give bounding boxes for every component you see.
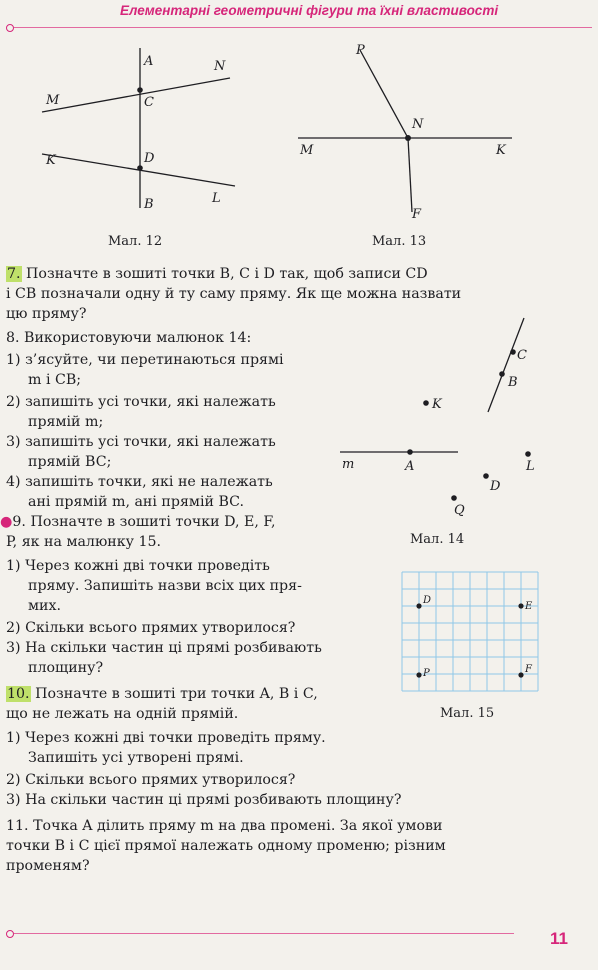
line-pn <box>360 50 408 138</box>
label-f: F <box>412 207 422 222</box>
problem-8-item-3: 3) запишіть усі точки, які належать <box>6 434 276 450</box>
problem-10-number: 10. <box>7 686 30 702</box>
line-bc <box>488 318 524 412</box>
point-c <box>137 87 143 93</box>
label-m: m <box>342 457 355 472</box>
problem-9-line-1 <box>0 512 275 532</box>
problem-10-item-3: 3) На скільки частин ці прямі розбивають площину? <box>6 792 402 808</box>
point-e <box>518 603 523 608</box>
point-f <box>518 672 523 677</box>
label-a: A <box>144 54 154 69</box>
label-c: C <box>144 95 154 110</box>
label-p: P <box>423 668 430 679</box>
label-p: P <box>356 43 365 58</box>
label-f: F <box>525 664 532 675</box>
problem-7-line-1 <box>6 264 428 284</box>
point-a <box>407 449 413 455</box>
problem-7-number: 7. <box>7 266 21 282</box>
page-number: 11 <box>550 929 568 948</box>
label-n: N <box>412 117 424 132</box>
footer-rule <box>14 933 514 934</box>
problem-8-item-1: 1) з’ясуйте, чи перетинаються прямі <box>6 352 284 368</box>
problem-9-item-1-cont2: мих. <box>28 598 62 614</box>
running-header: Елементарні геометричні фігури та їхні властивості <box>120 3 499 18</box>
caption-fig14: Мал. 14 <box>410 532 465 547</box>
problem-9-item-2: 2) Скільки всього прямих утворилося? <box>6 620 296 636</box>
problem-7-line-3: цю пряму? <box>6 306 87 322</box>
problem-9-number: 9. <box>12 514 26 530</box>
problem-10-item-1-cont: Запишіть усі утворені прямі. <box>28 750 244 766</box>
point-n <box>405 135 411 141</box>
problem-9-marker: ● <box>0 514 13 530</box>
caption-fig13: Мал. 13 <box>372 234 427 249</box>
ray-nf <box>408 138 412 212</box>
point-d <box>416 603 421 608</box>
problem-11-line-3: променям? <box>6 858 90 874</box>
problem-9-line-2: P, як на малюнку 15. <box>6 534 162 550</box>
figure-14 <box>330 312 550 522</box>
label-l: L <box>212 191 221 206</box>
problem-9-text: Позначте в зошиті точки D, E, F, <box>25 514 276 530</box>
problem-9-item-3-cont: площину? <box>28 660 104 676</box>
problem-9-item-1: 1) Через кожні дві точки проведіть <box>6 558 270 574</box>
header-rule <box>14 27 592 28</box>
label-k: K <box>46 153 56 168</box>
label-k: K <box>496 143 506 158</box>
label-b: B <box>508 375 518 390</box>
problem-8-item-2: 2) запишіть усі точки, які належать <box>6 394 276 410</box>
figure-15 <box>402 572 542 698</box>
label-d: D <box>423 595 432 606</box>
label-c: C <box>517 348 527 363</box>
problem-8-item-4: 4) запишіть точки, які не належать <box>6 474 273 490</box>
caption-fig12: Мал. 12 <box>108 234 163 249</box>
label-d: D <box>490 479 501 494</box>
label-q: Q <box>454 503 465 518</box>
label-e: E <box>525 601 533 612</box>
point-k <box>423 400 429 406</box>
label-m: M <box>300 143 314 158</box>
problem-8-item-2-cont: прямій m; <box>28 414 104 430</box>
problem-10-item-2: 2) Скільки всього прямих утворилося? <box>6 772 296 788</box>
problem-10-line-1 <box>6 684 318 704</box>
point-q <box>451 495 457 501</box>
problem-9-item-3: 3) На скільки частин ці прямі розбивають <box>6 640 322 656</box>
label-l: L <box>526 459 535 474</box>
figure-12 <box>40 48 250 218</box>
label-a: A <box>405 459 415 474</box>
figure-13 <box>290 40 520 230</box>
header-rule-dot <box>6 24 14 32</box>
problem-11-line-1: 11. Точка A ділить пряму m на два промені. За якої умови <box>6 818 443 834</box>
point-p <box>416 672 421 677</box>
label-n: N <box>214 59 226 74</box>
problem-10-item-1: 1) Через кожні дві точки проведіть пряму. <box>6 730 326 746</box>
point-b <box>499 371 505 377</box>
label-m: M <box>46 93 60 108</box>
label-b: B <box>144 197 154 212</box>
problem-10-text: Позначте в зошиті три точки A, B і C, <box>30 686 318 702</box>
problem-8-item-3-cont: прямій BC; <box>28 454 112 470</box>
point-l <box>525 451 531 457</box>
problem-7-text: Позначте в зошиті точки B, C і D так, щоб записи CD <box>21 266 428 282</box>
problem-9-item-1-cont: пряму. Запишіть назви всіх цих пря- <box>28 578 302 594</box>
problem-8-item-4-cont: ані прямій m, ані прямій BC. <box>28 494 244 510</box>
footer-rule-dot <box>6 930 14 938</box>
point-c <box>510 349 516 355</box>
label-d: D <box>144 151 155 166</box>
line-mn <box>42 78 230 112</box>
point-d <box>137 165 143 171</box>
problem-8-title: 8. Використовуючи малюнок 14: <box>6 330 252 346</box>
problem-8-item-1-cont: m і CB; <box>28 372 82 388</box>
problem-11-line-2: точки B і C цієї прямої належать одному променю; різним <box>6 838 446 854</box>
caption-fig15: Мал. 15 <box>440 706 495 721</box>
problem-7-line-2: і CB позначали одну й ту саму пряму. Як ще можна назвати <box>6 286 462 302</box>
problem-10-line-2: що не лежать на одній прямій. <box>6 706 239 722</box>
point-d <box>483 473 489 479</box>
label-k: K <box>432 397 442 412</box>
